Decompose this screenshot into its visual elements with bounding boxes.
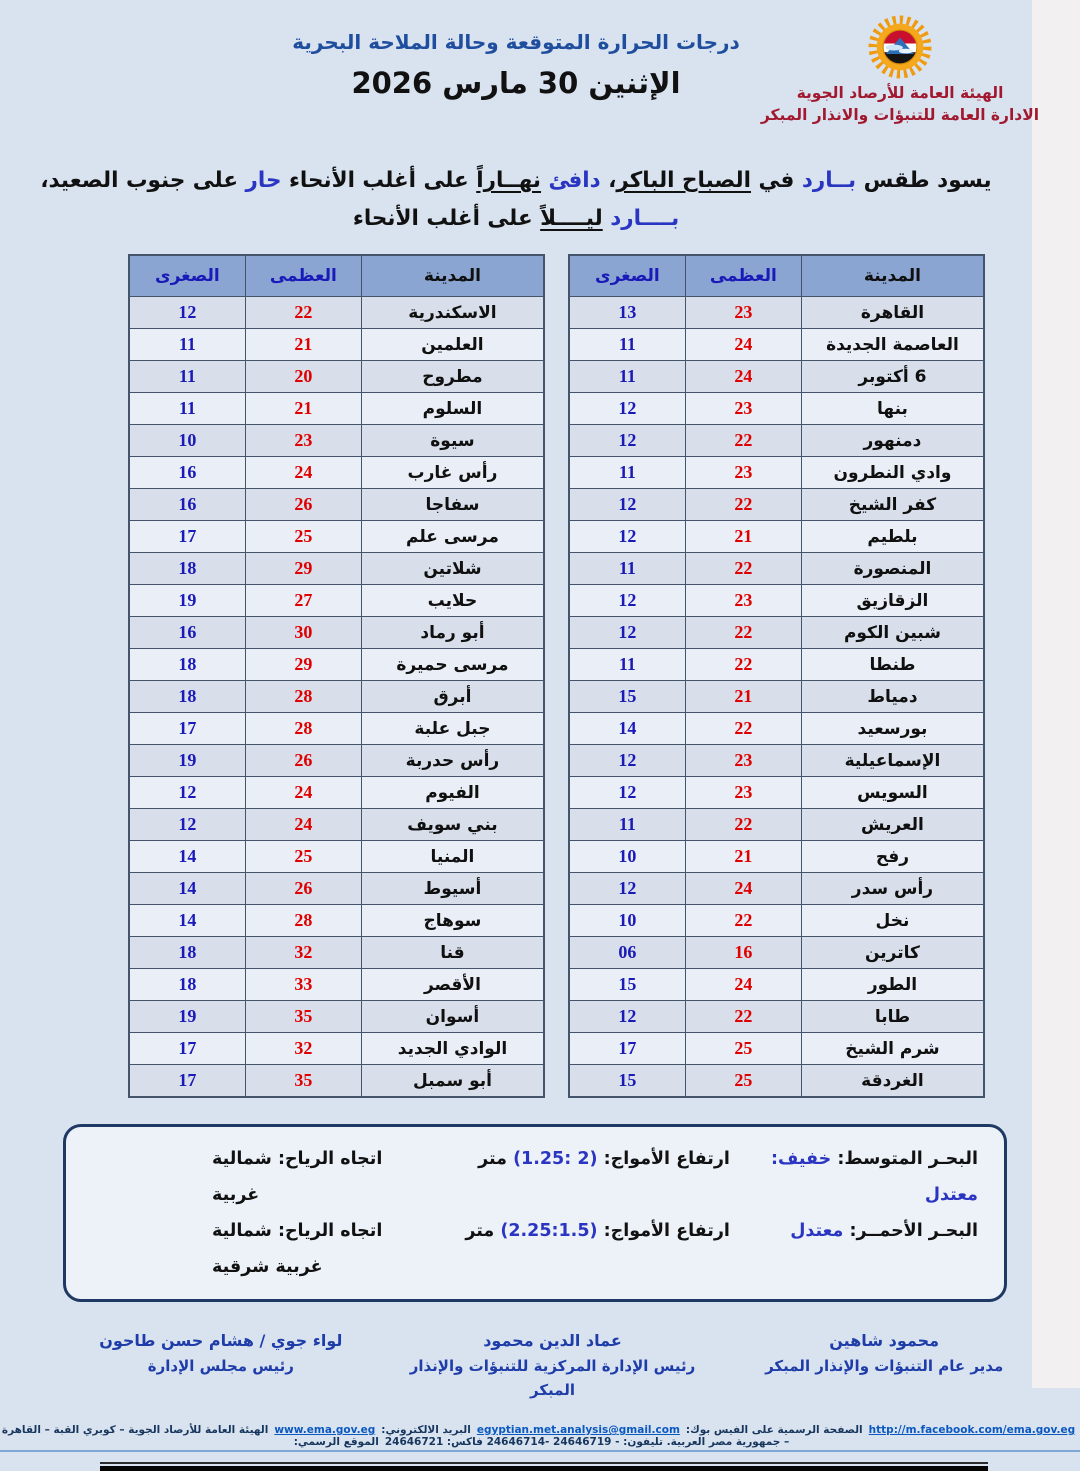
table-row (569, 905, 984, 937)
min-cell: 15 (569, 1065, 685, 1098)
min-cell: 17 (129, 1033, 245, 1065)
signature-central-admin-head (387, 1328, 719, 1402)
city-cell: القاهرة (801, 297, 984, 329)
max-cell: 24 (245, 457, 361, 489)
city-cell: سوهاج (361, 905, 544, 937)
table-row (569, 1065, 984, 1098)
text-segment: البحـر المتوسط: (831, 1149, 978, 1169)
signatory-name: لواء جوي / هشام حسن طاحون (99, 1331, 343, 1350)
contact-line (0, 1424, 1080, 1452)
max-cell: 21 (245, 329, 361, 361)
min-cell: 11 (569, 457, 685, 489)
city-cell: أسوان (361, 1001, 544, 1033)
city-cell: الاسكندرية (361, 297, 544, 329)
min-cell: 12 (569, 521, 685, 553)
table-row (129, 329, 544, 361)
table-row (129, 649, 544, 681)
city-cell: رفح (801, 841, 984, 873)
city-cell: رأس حدربة (361, 745, 544, 777)
wind-direction (92, 1213, 429, 1285)
min-cell: 17 (129, 713, 245, 745)
table-row (569, 841, 984, 873)
max-cell: 22 (685, 617, 801, 649)
table-row (569, 873, 984, 905)
max-cell: 27 (245, 585, 361, 617)
city-cell: 6 أكتوبر (801, 361, 984, 393)
bottom-divider-rule (100, 1462, 988, 1471)
city-cell: دمنهور (801, 425, 984, 457)
city-cell: سيوة (361, 425, 544, 457)
wave-height (429, 1141, 730, 1213)
forecast-date: الإثنين 30 مارس 2026 (351, 66, 681, 100)
address-phone-text: الهيئة العامة للأرصاد الجوية – كوبري القبة – القاهرة – جمهورية مصر العربية. تليفون: - 24646719 -24646714 فاكس: 24646721 (1, 1424, 790, 1448)
min-column-header: الصغرى (569, 255, 685, 297)
city-cell: أبرق (361, 681, 544, 713)
table-row (129, 361, 544, 393)
min-cell: 10 (569, 841, 685, 873)
table-row (569, 521, 984, 553)
max-cell: 26 (245, 489, 361, 521)
table-row (129, 553, 544, 585)
text-segment: في (751, 168, 802, 193)
text-segment: دافئ (548, 168, 601, 193)
max-cell: 26 (245, 745, 361, 777)
facebook-label: الصفحة الرسمية على الفيس بوك: (685, 1424, 863, 1436)
max-cell: 22 (685, 489, 801, 521)
max-cell: 24 (685, 969, 801, 1001)
max-cell: 28 (245, 681, 361, 713)
agency-name: الهيئة العامة للأرصاد الجوية (796, 84, 1004, 102)
city-cell: الزقازيق (801, 585, 984, 617)
table-row (569, 425, 984, 457)
table-row (569, 617, 984, 649)
city-cell: وادي النطرون (801, 457, 984, 489)
temperature-table-east (568, 254, 985, 1098)
text-segment: بــــارد (610, 206, 680, 231)
max-cell: 26 (245, 873, 361, 905)
city-cell: الطور (801, 969, 984, 1001)
table-row (569, 489, 984, 521)
website-link[interactable]: www.ema.gov.eg (274, 1424, 376, 1436)
text-segment: يسود طقس (856, 168, 992, 193)
table-row (569, 745, 984, 777)
table-row (569, 553, 984, 585)
city-cell: جبل علبة (361, 713, 544, 745)
signature-board-chairman (55, 1328, 387, 1402)
max-cell: 24 (685, 361, 801, 393)
table-row (129, 297, 544, 329)
max-cell: 23 (685, 457, 801, 489)
min-cell: 11 (129, 329, 245, 361)
max-cell: 22 (685, 425, 801, 457)
max-cell: 23 (685, 393, 801, 425)
max-cell: 30 (245, 617, 361, 649)
min-cell: 12 (569, 489, 685, 521)
page-title: درجات الحرارة المتوقعة وحالة الملاحة البحرية (292, 30, 740, 54)
min-cell: 10 (129, 425, 245, 457)
table-row (569, 937, 984, 969)
min-cell: 12 (569, 1001, 685, 1033)
min-cell: 11 (569, 809, 685, 841)
city-cell: أبو رماد (361, 617, 544, 649)
max-cell: 32 (245, 1033, 361, 1065)
table-body (129, 297, 544, 1098)
sea-state (730, 1141, 978, 1213)
city-cell: الوادي الجديد (361, 1033, 544, 1065)
max-cell: 22 (685, 713, 801, 745)
max-cell: 28 (245, 905, 361, 937)
min-cell: 18 (129, 553, 245, 585)
table-row (129, 425, 544, 457)
city-cell: كفر الشيخ (801, 489, 984, 521)
city-cell: رأس سدر (801, 873, 984, 905)
min-cell: 12 (129, 777, 245, 809)
table-row (129, 713, 544, 745)
header (0, 0, 1080, 148)
min-cell: 12 (569, 393, 685, 425)
city-cell: بني سويف (361, 809, 544, 841)
city-cell: المنصورة (801, 553, 984, 585)
city-cell: شلاتين (361, 553, 544, 585)
table-row (569, 1033, 984, 1065)
table-header (569, 255, 984, 297)
city-column-header: المدينة (361, 255, 544, 297)
sea-state (730, 1213, 978, 1285)
table-row (569, 713, 984, 745)
min-cell: 14 (569, 713, 685, 745)
table-header (129, 255, 544, 297)
min-cell: 11 (129, 361, 245, 393)
max-cell: 23 (685, 745, 801, 777)
max-column-header: العظمى (245, 255, 361, 297)
max-cell: 25 (685, 1065, 801, 1098)
min-column-header: الصغرى (129, 255, 245, 297)
summary-line-2 (0, 200, 1032, 238)
city-cell: طنطا (801, 649, 984, 681)
text-segment: على أغلب الأنحاء (281, 168, 477, 193)
city-cell: الغردقة (801, 1065, 984, 1098)
city-cell: مطروح (361, 361, 544, 393)
text-segment: معتدل (790, 1221, 844, 1241)
min-cell: 12 (569, 745, 685, 777)
city-cell: الإسماعيلية (801, 745, 984, 777)
max-cell: 35 (245, 1065, 361, 1098)
max-cell: 25 (245, 841, 361, 873)
text-segment: بــارد (801, 168, 857, 193)
table-row (129, 745, 544, 777)
min-cell: 16 (129, 457, 245, 489)
text-segment: على جنوب الصعيد، (40, 168, 246, 193)
city-cell: أبو سمبل (361, 1065, 544, 1098)
text-segment: على أغلب الأنحاء (352, 206, 541, 231)
table-row (129, 681, 544, 713)
table-row (129, 777, 544, 809)
max-cell: 22 (685, 553, 801, 585)
min-cell: 16 (129, 489, 245, 521)
max-cell: 23 (685, 297, 801, 329)
min-cell: 16 (129, 617, 245, 649)
text-segment: خفيف: معتدل (771, 1149, 978, 1205)
table-row (569, 361, 984, 393)
summary-line-1 (0, 162, 1032, 200)
table-row (129, 809, 544, 841)
weather-summary (0, 162, 1032, 238)
max-cell: 33 (245, 969, 361, 1001)
min-cell: 12 (129, 809, 245, 841)
min-cell: 12 (569, 873, 685, 905)
table-row (569, 329, 984, 361)
max-cell: 28 (245, 713, 361, 745)
city-cell: الفيوم (361, 777, 544, 809)
signature-forecast-director (718, 1328, 1050, 1402)
city-cell: شرم الشيخ (801, 1033, 984, 1065)
table-row (129, 937, 544, 969)
city-cell: سفاجا (361, 489, 544, 521)
table-row (569, 457, 984, 489)
max-cell: 22 (685, 809, 801, 841)
max-cell: 23 (685, 585, 801, 617)
min-cell: 11 (569, 649, 685, 681)
city-cell: العاصمة الجديدة (801, 329, 984, 361)
table-row (569, 969, 984, 1001)
text-segment: ، (600, 168, 617, 193)
agency-department: الادارة العامة للتنبؤات والانذار المبكر (760, 106, 1040, 124)
max-cell: 25 (685, 1033, 801, 1065)
table-row (129, 489, 544, 521)
min-cell: 19 (129, 585, 245, 617)
city-cell: طابا (801, 1001, 984, 1033)
text-segment: الصباح الباكر (616, 168, 751, 193)
max-column-header: العظمى (685, 255, 801, 297)
facebook-link[interactable]: http://m.facebook.com/ema.gov.eg (868, 1424, 1076, 1436)
min-cell: 11 (129, 393, 245, 425)
min-cell: 18 (129, 681, 245, 713)
min-cell: 12 (569, 777, 685, 809)
city-cell: نخل (801, 905, 984, 937)
max-cell: 21 (245, 393, 361, 425)
marine-conditions-box (63, 1124, 1007, 1302)
min-cell: 15 (569, 969, 685, 1001)
table-row (129, 841, 544, 873)
table-row (569, 393, 984, 425)
min-cell: 13 (569, 297, 685, 329)
max-cell: 23 (685, 777, 801, 809)
min-cell: 18 (129, 937, 245, 969)
min-cell: 14 (129, 873, 245, 905)
max-cell: 22 (245, 297, 361, 329)
email-link[interactable]: egyptian.met.analysis@gmail.com (476, 1424, 680, 1436)
signatory-name: عماد الدين محمود (483, 1331, 622, 1350)
min-cell: 12 (569, 425, 685, 457)
city-cell: بنها (801, 393, 984, 425)
max-cell: 21 (685, 841, 801, 873)
temperature-tables (128, 254, 985, 1098)
min-cell: 14 (129, 905, 245, 937)
min-cell: 14 (129, 841, 245, 873)
min-cell: 19 (129, 745, 245, 777)
table-row (129, 585, 544, 617)
text-segment: (2.25:1.5) (500, 1221, 598, 1241)
text-segment: متر (465, 1221, 501, 1241)
min-cell: 18 (129, 649, 245, 681)
mediterranean-sea-row (92, 1141, 978, 1213)
min-cell: 10 (569, 905, 685, 937)
table-row (569, 297, 984, 329)
min-cell: 06 (569, 937, 685, 969)
signatory-title: مدير عام التنبؤات والإنذار المبكر (765, 1357, 1004, 1375)
table-row (569, 1001, 984, 1033)
table-row (129, 1065, 544, 1098)
min-cell: 12 (129, 297, 245, 329)
min-cell: 17 (569, 1033, 685, 1065)
min-cell: 11 (569, 329, 685, 361)
text-segment: ارتفاع الأمواج: (597, 1221, 730, 1241)
max-cell: 21 (685, 681, 801, 713)
min-cell: 11 (569, 553, 685, 585)
table-row (129, 393, 544, 425)
min-cell: 12 (569, 617, 685, 649)
max-cell: 23 (245, 425, 361, 457)
table-body (569, 297, 984, 1098)
table-row (569, 585, 984, 617)
text-segment: ارتفاع الأمواج: (597, 1149, 730, 1169)
city-cell: مرسى حميرة (361, 649, 544, 681)
table-row (129, 521, 544, 553)
wind-direction (92, 1141, 429, 1213)
text-segment (541, 168, 549, 193)
min-cell: 15 (569, 681, 685, 713)
table-row (129, 905, 544, 937)
table-row (129, 457, 544, 489)
max-cell: 24 (245, 809, 361, 841)
city-cell: كاترين (801, 937, 984, 969)
wave-height (429, 1213, 730, 1285)
min-cell: 12 (569, 585, 685, 617)
signatures (55, 1328, 1050, 1402)
max-cell: 20 (245, 361, 361, 393)
city-cell: مرسى علم (361, 521, 544, 553)
page-right-margin (1032, 0, 1080, 1388)
max-cell: 24 (685, 329, 801, 361)
table-row (129, 969, 544, 1001)
min-cell: 17 (129, 1065, 245, 1098)
max-cell: 29 (245, 553, 361, 585)
max-cell: 22 (685, 1001, 801, 1033)
text-segment: ليــــلاً (540, 206, 603, 231)
city-cell: العريش (801, 809, 984, 841)
table-row (569, 681, 984, 713)
temperature-table-west (128, 254, 545, 1098)
min-cell: 18 (129, 969, 245, 1001)
max-cell: 24 (685, 873, 801, 905)
email-label: البريد الالكتروني: (381, 1424, 471, 1436)
text-segment: نهــاراً (476, 168, 542, 193)
signatory-name: محمود شاهين (829, 1331, 940, 1350)
max-cell: 35 (245, 1001, 361, 1033)
max-cell: 25 (245, 521, 361, 553)
city-cell: الأقصر (361, 969, 544, 1001)
table-row (569, 777, 984, 809)
table-row (129, 873, 544, 905)
website-label: الموقع الرسمي: (293, 1436, 379, 1448)
title-block (0, 30, 1032, 100)
signatory-title: رئيس الإدارة المركزية للتنبؤات والإنذار المبكر (409, 1357, 696, 1399)
city-cell: شبين الكوم (801, 617, 984, 649)
max-cell: 22 (685, 905, 801, 937)
table-row (129, 1001, 544, 1033)
max-cell: 21 (685, 521, 801, 553)
city-cell: السلوم (361, 393, 544, 425)
text-segment: اتجاه الرياح: شمالية غربية (212, 1149, 383, 1205)
max-cell: 32 (245, 937, 361, 969)
text-segment: متر (478, 1149, 514, 1169)
city-cell: دمياط (801, 681, 984, 713)
max-cell: 29 (245, 649, 361, 681)
max-cell: 24 (245, 777, 361, 809)
city-cell: بورسعيد (801, 713, 984, 745)
city-column-header: المدينة (801, 255, 984, 297)
city-cell: رأس غارب (361, 457, 544, 489)
city-cell: قنا (361, 937, 544, 969)
table-row (569, 649, 984, 681)
city-cell: حلايب (361, 585, 544, 617)
signatory-title: رئيس مجلس الإدارة (147, 1357, 294, 1375)
city-cell: بلطيم (801, 521, 984, 553)
city-cell: العلمين (361, 329, 544, 361)
text-segment: اتجاه الرياح: شمالية غربية شرقية (212, 1221, 383, 1277)
text-segment: (1.25: 2) (513, 1149, 598, 1169)
red-sea-row (92, 1213, 978, 1285)
max-cell: 22 (685, 649, 801, 681)
text-segment: حار (245, 168, 282, 193)
min-cell: 19 (129, 1001, 245, 1033)
max-cell: 16 (685, 937, 801, 969)
table-row (129, 1033, 544, 1065)
table-row (129, 617, 544, 649)
contact-footer (0, 1424, 1080, 1452)
city-cell: أسيوط (361, 873, 544, 905)
table-row (569, 809, 984, 841)
city-cell: المنيا (361, 841, 544, 873)
text-segment: البحـر الأحمــر: (843, 1221, 978, 1241)
min-cell: 11 (569, 361, 685, 393)
min-cell: 17 (129, 521, 245, 553)
city-cell: السويس (801, 777, 984, 809)
